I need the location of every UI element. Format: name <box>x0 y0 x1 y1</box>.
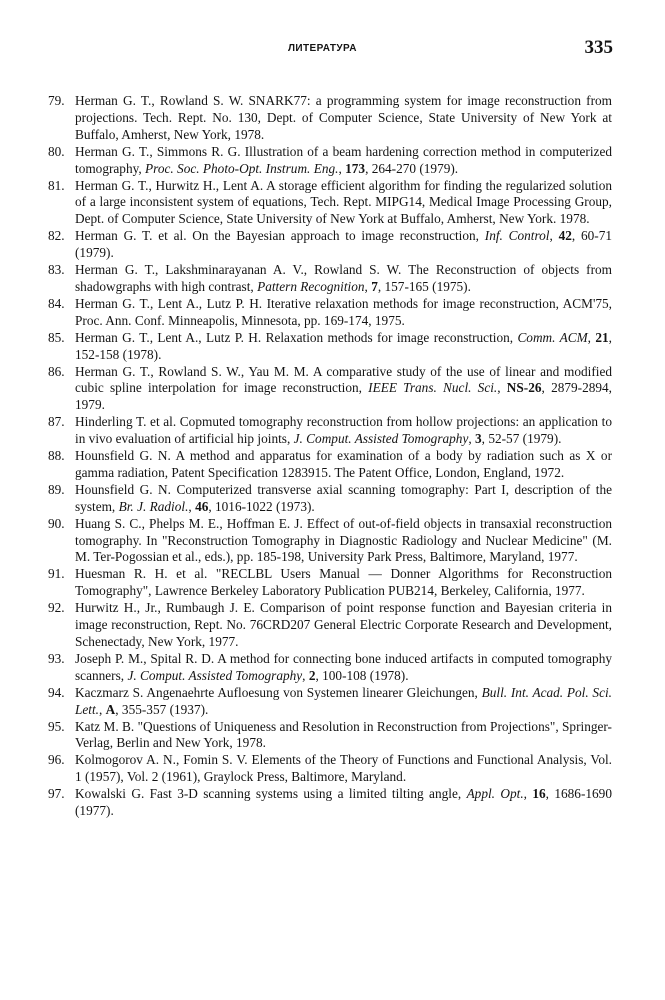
reference-item <box>48 93 612 144</box>
reference-item <box>48 685 612 719</box>
reference-text: Hounsfield G. N. A method and apparatus for examination of a body by radiation such as X or gamma radiation, Patent Specification 1283915. The Patent Office, London, England, 1972. <box>75 448 612 480</box>
reference-text: Herman G. T., Lent A., Lutz P. H. Relaxation methods for image reconstruction, Comm. ACM, 21, 152-158 (1978). <box>75 329 612 362</box>
reference-text: Herman G. T., Hurwitz H., Lent A. A storage efficient algorithm for finding the regularized solution of a large inconsistent system of equations, Tech. Rept. MIPG14, Medical Image Processing Group, Dept. of Computer Science, State University of New York at Buffalo, Amherst, New York. 1978. <box>75 177 612 227</box>
reference-text: Hinderling T. et al. Copmuted tomography reconstruction from hollow projections: an application to in vivo evaluation of artificial hip joints, J. Comput. Assisted Tomography, 3, 52-57 (1979). <box>75 414 612 447</box>
reference-item <box>48 600 612 651</box>
reference-number: 80. <box>48 143 65 159</box>
reference-text: Huesman R. H. et al. "RECLBL Users Manual — Donner Algorithms for Reconstruction Tomography", Lawrence Berkeley Laboratory Publication PUB214, Berkeley, California, 1977. <box>75 566 612 599</box>
reference-item <box>48 448 612 482</box>
reference-number: 82. <box>48 228 65 244</box>
reference-text: Joseph P. M., Spital R. D. A method for connecting bone induced artifacts in computed tomography scanners, J. Comput. Assisted Tomography, 2, 100-108 (1978). <box>75 650 612 683</box>
reference-number: 89. <box>48 481 65 497</box>
reference-number: 84. <box>48 295 65 311</box>
reference-text: Herman G. T., Lakshminarayanan A. V., Rowland S. W. The Reconstruction of objects from shadowgraphs with high contrast, Pattern Recognition, 7, 157-165 (1975). <box>75 262 612 294</box>
reference-text: Herman G. T., Lent A., Lutz P. H. Iterative relaxation methods for image reconstruction, ACM'75, Proc. Ann. Conf. Minneapolis, Minnesota, pp. 169-174, 1975. <box>75 295 612 328</box>
reference-item <box>48 296 612 330</box>
reference-number: 91. <box>48 566 65 582</box>
reference-text: Hurwitz H., Jr., Rumbaugh J. E. Comparison of point response function and Bayesian criteria in image reconstruction, Rept. No. 76CRD207 General Electric Corporate Research and Development, Schenectady, New York, 1977. <box>75 600 612 649</box>
reference-text: Herman G. T., Rowland S. W. SNARK77: a programming system for image reconstruction from projections. Tech. Rept. No. 130, Dept. of Computer Science, State University of New York at Buffalo, Amherst, New York, 1978. <box>75 93 612 142</box>
reference-number: 92. <box>48 600 65 616</box>
reference-number: 96. <box>48 752 65 768</box>
reference-item <box>48 414 612 448</box>
reference-text: Katz M. B. "Questions of Uniqueness and Resolution in Reconstruction from Projections", Springer-Verlag, Berlin and New York, 1978. <box>75 718 612 751</box>
page-number: 335 <box>584 37 613 58</box>
reference-item <box>48 228 612 262</box>
reference-item <box>48 786 612 820</box>
reference-item <box>48 651 612 685</box>
reference-number: 81. <box>48 177 65 193</box>
reference-item <box>48 516 612 567</box>
reference-number: 94. <box>48 684 65 700</box>
reference-number: 97. <box>48 786 65 802</box>
reference-number: 85. <box>48 329 65 345</box>
reference-text: Kowalski G. Fast 3-D scanning systems using a limited tilting angle, Appl. Opt., 16, 1686-1690 (1977). <box>75 786 612 819</box>
running-title: ЛИТЕРАТУРА <box>288 43 357 54</box>
reference-item <box>48 144 612 178</box>
reference-text: Herman G. T., Simmons R. G. Illustration of a beam hardening correction method in computerized tomography, Proc. Soc. Photo-Opt. Instrum. Eng., 173, 264-270 (1979). <box>75 143 612 176</box>
reference-number: 87. <box>48 414 65 430</box>
reference-list <box>48 93 612 820</box>
reference-item <box>48 364 612 415</box>
reference-item <box>48 178 612 229</box>
reference-text: Hounsfield G. N. Computerized transverse axial scanning tomography: Part I, description of the system, Br. J. Radiol., 46, 1016-1022 (1973). <box>75 481 612 514</box>
reference-item <box>48 330 612 364</box>
reference-number: 79. <box>48 93 65 108</box>
reference-number: 95. <box>48 718 65 734</box>
reference-item <box>48 482 612 516</box>
reference-number: 90. <box>48 515 65 531</box>
reference-item <box>48 719 612 753</box>
reference-number: 88. <box>48 448 65 464</box>
reference-text: Kolmogorov A. N., Fomin S. V. Elements of the Theory of Functions and Functional Analysis, Vol. 1 (1957), Vol. 2 (1961), Graylock Press, Baltimore, Maryland. <box>75 752 612 785</box>
reference-item <box>48 566 612 600</box>
reference-item <box>48 262 612 296</box>
reference-text: Kaczmarz S. Angenaehrte Aufloesung von Systemen linearer Gleichungen, Bull. Int. Acad. Pol. Sci. Lett., A, 355-357 (1937). <box>75 684 612 717</box>
reference-number: 83. <box>48 262 65 278</box>
reference-item <box>48 752 612 786</box>
reference-number: 93. <box>48 650 65 666</box>
reference-text: Huang S. C., Phelps M. E., Hoffman E. J. Effect of out-of-field objects in transaxial reconstruction tomography. In "Reconstruction Tomography in Diagnostic Radiology and Nuclear Medicine" (M. M. Ter-Pogossian et al., eds.), pp. 185-198, University Park Press, Baltimore, Maryland, 1977. <box>75 515 612 565</box>
reference-text: Herman G. T. et al. On the Bayesian approach to image reconstruction, Inf. Control, 42, 60-71 (1979). <box>75 228 613 261</box>
reference-number: 86. <box>48 363 65 379</box>
reference-text: Herman G. T., Rowland S. W., Yau M. M. A comparative study of the use of linear and modified cubic spline interpolation for image reconstruction, IEEE Trans. Nucl. Sci., NS-26, 2879-2894, 1979. <box>75 363 613 413</box>
